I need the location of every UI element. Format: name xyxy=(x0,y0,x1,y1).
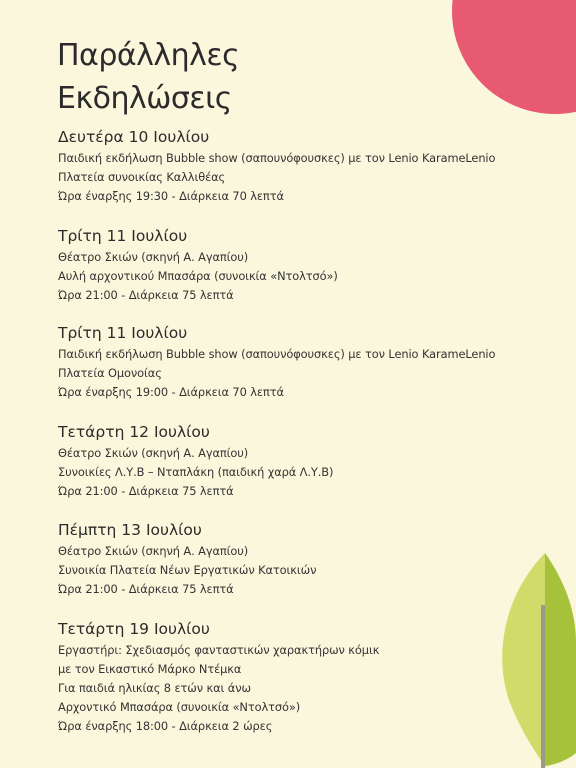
event-line: Ώρα έναρξης 19:00 - Διάρκεια 70 λεπτά xyxy=(58,385,284,399)
event-line: Παιδική εκδήλωση Bubble show (σαπουνόφουσκες) με τον Lenio KarameLenio xyxy=(58,347,496,361)
event-line: Πλατεία συνοικίας Καλλιθέας xyxy=(58,170,226,184)
event-date: Τετάρτη 19 Ιουλίου xyxy=(58,620,210,638)
event-4 xyxy=(58,421,333,501)
event-line: Ώρα 21:00 - Διάρκεια 75 λεπτά xyxy=(58,288,234,302)
event-line: Ώρα 21:00 - Διάρκεια 75 λεπτά xyxy=(58,484,234,498)
event-date: Τρίτη 11 Ιουλίου xyxy=(58,324,188,342)
event-line: Συνοικίες Λ.Υ.Β – Νταπλάκη (παιδική χαρά Λ.Υ.Β) xyxy=(58,465,334,479)
event-line: Θέατρο Σκιών (σκηνή Α. Αγαπίου) xyxy=(58,544,249,558)
event-line: Αρχοντικό Μπασάρα (συνοικία «Ντολτσό») xyxy=(58,700,301,714)
page-title xyxy=(57,34,239,120)
event-line: Παιδική εκδήλωση Bubble show (σαπουνόφουσκες) με τον Lenio KarameLenio xyxy=(58,151,496,165)
event-line: με τον Εικαστικό Μάρκο Ντέμκα xyxy=(58,662,242,676)
title-line-2: Εκδηλώσεις xyxy=(57,81,232,116)
event-line: Για παιδιά ηλικίας 8 ετών και άνω xyxy=(58,681,251,695)
event-date: Πέμπτη 13 Ιουλίου xyxy=(58,521,202,539)
event-6 xyxy=(58,618,379,736)
event-3 xyxy=(58,322,495,402)
event-1 xyxy=(58,126,495,206)
event-line: Ώρα έναρξης 19:30 - Διάρκεια 70 λεπτά xyxy=(58,189,284,203)
event-5 xyxy=(58,519,316,599)
event-date: Τρίτη 11 Ιουλίου xyxy=(58,227,188,245)
event-line: Ώρα έναρξης 18:00 - Διάρκεια 2 ώρες xyxy=(58,719,273,733)
leaf-illustration xyxy=(496,553,576,768)
title-line-1: Παράλληλες xyxy=(57,38,240,73)
event-date: Τετάρτη 12 Ιουλίου xyxy=(58,423,210,441)
decorative-pink-circle xyxy=(452,0,576,114)
event-line: Θέατρο Σκιών (σκηνή Α. Αγαπίου) xyxy=(58,250,249,264)
event-2 xyxy=(58,225,338,305)
event-line: Θέατρο Σκιών (σκηνή Α. Αγαπίου) xyxy=(58,446,249,460)
event-date: Δευτέρα 10 Ιουλίου xyxy=(58,128,210,146)
event-line: Ώρα 21:00 - Διάρκεια 75 λεπτά xyxy=(58,582,234,596)
event-line: Αυλή αρχοντικού Μπασάρα (συνοικία «Ντολτσό») xyxy=(58,269,338,283)
event-line: Πλατεία Ομονοίας xyxy=(58,366,162,380)
event-line: Συνοικία Πλατεία Νέων Εργατικών Κατοικιών xyxy=(58,563,317,577)
event-line: Εργαστήρι: Σχεδιασμός φανταστικών χαρακτήρων κόμικ xyxy=(58,643,380,657)
